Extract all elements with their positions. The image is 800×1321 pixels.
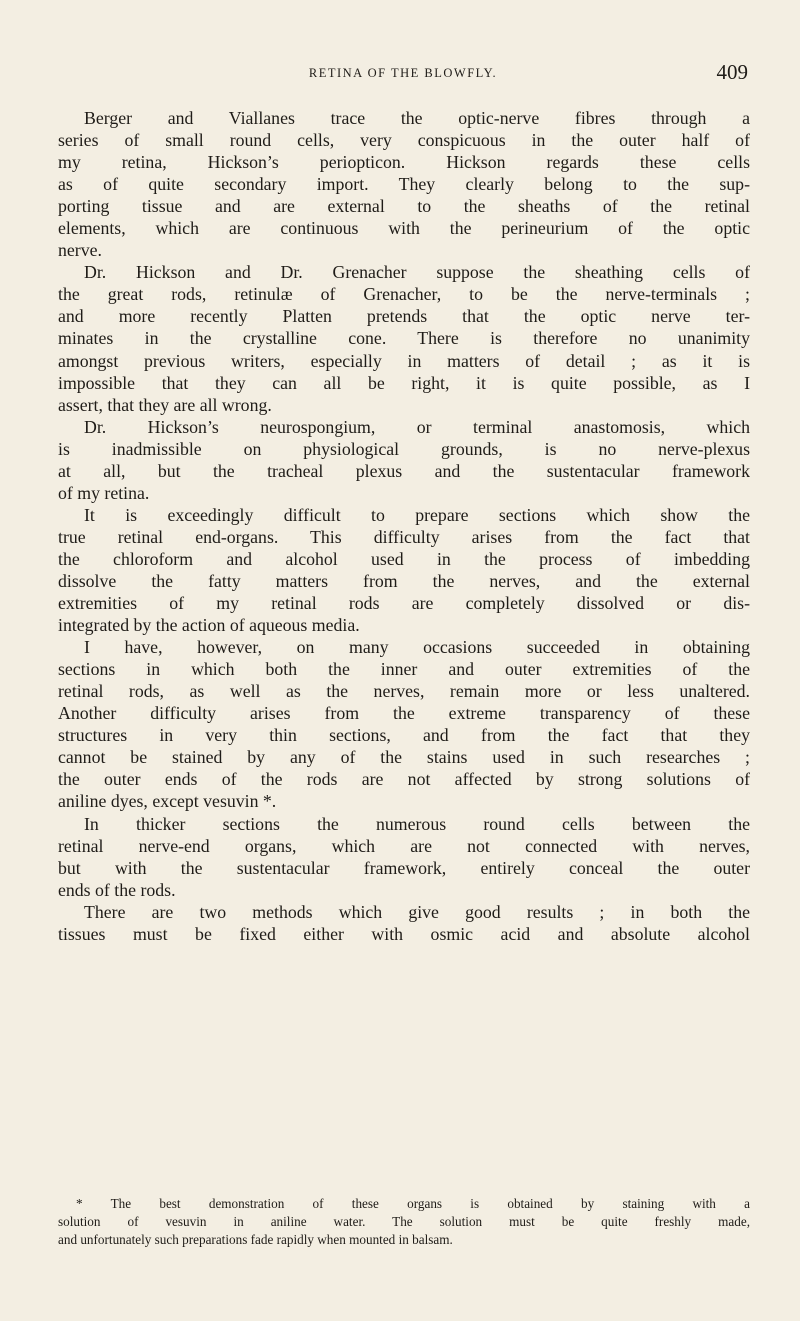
text-line: In thicker sections the numerous round cells between the: [84, 813, 750, 834]
text-line: is inadmissible on physiological grounds, is no nerve-plexus: [58, 438, 750, 459]
text-line: extremities of my retinal rods are completely dissolved or dis-: [58, 593, 750, 614]
text-line: sections in which both the inner and outer extremities of the: [58, 659, 750, 680]
text-line: elements, which are continuous with the perineurium of the optic: [58, 218, 750, 239]
text-line: amongst previous writers, especially in matters of detail ; as it is: [58, 350, 750, 371]
text-line: retinal nerve-end organs, which are not connected with nerves,: [58, 835, 750, 856]
text-line: It is exceedingly difficult to prepare sections which show the: [84, 504, 750, 525]
text-line: structures in very thin sections, and from the fact that they: [58, 725, 750, 746]
text-line: impossible that they can all be right, it is quite possible, as I: [58, 372, 750, 393]
text-line: at all, but the tracheal plexus and the sustentacular framework: [58, 460, 750, 481]
footnote-line: solution of vesuvin in aniline water. The solution must be quite freshly made,: [58, 1214, 750, 1229]
text-line: the great rods, retinulæ of Grenacher, to be the nerve-terminals ;: [58, 284, 750, 305]
running-head: [58, 60, 748, 88]
text-line: retinal rods, as well as the nerves, remain more or less unaltered.: [58, 681, 750, 702]
text-line: and more recently Platten pretends that the optic nerve ter-: [58, 306, 750, 327]
text-line: series of small round cells, very conspicuous in the outer half of: [58, 130, 750, 151]
text-line: There are two methods which give good results ; in both the: [84, 901, 750, 922]
footnote: [58, 1195, 750, 1249]
footnote-line: and unfortunately such preparations fade rapidly when mounted in balsam.: [58, 1232, 453, 1247]
text-line: Dr. Hickson and Dr. Grenacher suppose the sheathing cells of: [84, 262, 750, 283]
running-title: RETINA OF THE BLOWFLY.: [308, 66, 498, 80]
text-line: porting tissue and are external to the sheaths of the retinal: [58, 196, 750, 217]
text-line: tissues must be fixed either with osmic acid and absolute alcohol: [58, 923, 750, 944]
text-line: but with the sustentacular framework, entirely conceal the outer: [58, 857, 750, 878]
body-text: [58, 107, 750, 945]
text-line: integrated by the action of aqueous media.: [58, 615, 360, 636]
text-line: assert, that they are all wrong.: [58, 394, 272, 415]
text-line: dissolve the fatty matters from the nerves, and the external: [58, 570, 750, 591]
text-line: of my retina.: [58, 482, 150, 503]
text-line: the chloroform and alcohol used in the process of imbedding: [58, 548, 750, 569]
text-line: minates in the crystalline cone. There is therefore no unanimity: [58, 328, 750, 349]
text-line: aniline dyes, except vesuvin *.: [58, 791, 277, 812]
text-line: Dr. Hickson’s neurospongium, or terminal anastomosis, which: [84, 416, 750, 437]
text-line: Berger and Viallanes trace the optic-nerve fibres through a: [84, 108, 750, 128]
text-line: ends of the rods.: [58, 879, 176, 900]
text-line: cannot be stained by any of the stains used in such researches ;: [58, 747, 750, 768]
text-line: my retina, Hickson’s periopticon. Hickson regards these cells: [58, 152, 750, 173]
text-line: I have, however, on many occasions succeeded in obtaining: [84, 637, 750, 658]
footnote-line: * The best demonstration of these organs is obtained by staining with a: [76, 1196, 750, 1211]
text-line: true retinal end-organs. This difficulty arises from the fact that: [58, 526, 750, 547]
text-line: Another difficulty arises from the extreme transparency of these: [58, 703, 750, 724]
text-line: the outer ends of the rods are not affected by strong solutions of: [58, 769, 750, 790]
text-line: nerve.: [58, 240, 102, 261]
page-number: 409: [716, 60, 748, 84]
text-line: as of quite secondary import. They clearly belong to the sup-: [58, 174, 750, 195]
